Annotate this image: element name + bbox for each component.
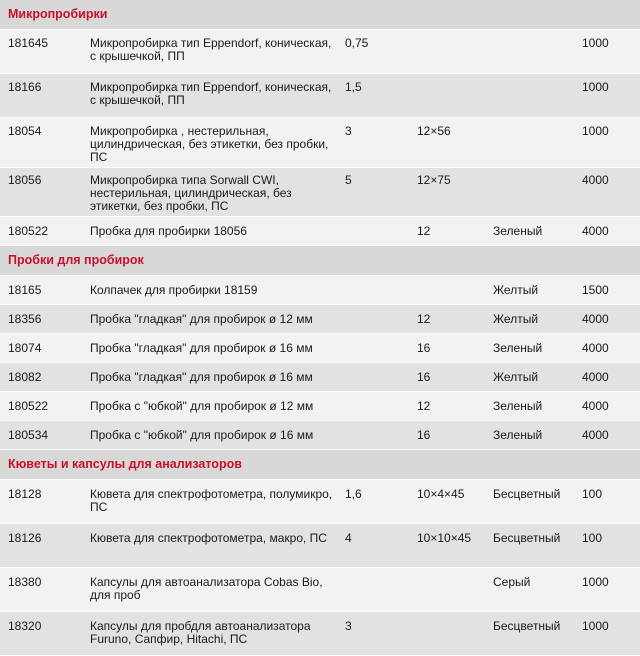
cell-color [485, 118, 574, 168]
section-header-stoppers [0, 246, 640, 276]
cell-size: 12 [409, 305, 485, 334]
table-row [0, 334, 640, 363]
cell-size: 12×75 [409, 168, 485, 217]
cell-name: Капсулы для пробдля автоанализатора Furuno, Сапфир, Hitachi, ПС [82, 612, 337, 656]
cell-qty: 1000 [574, 30, 640, 74]
cell-color: Желтый [485, 276, 574, 305]
cell-size [409, 612, 485, 656]
table-row [0, 421, 640, 450]
cell-code: 18356 [0, 305, 82, 334]
table-row [0, 276, 640, 305]
cell-qty: 4000 [574, 168, 640, 217]
cell-size: 12 [409, 392, 485, 421]
cell-color: Серый [485, 568, 574, 612]
cell-name: Пробка для пробирки 18056 [82, 217, 337, 246]
cell-volume: 0,75 [337, 30, 409, 74]
table-row [0, 30, 640, 74]
cell-color: Бесцветный [485, 612, 574, 656]
cell-size: 16 [409, 363, 485, 392]
cell-name: Пробка "гладкая" для пробирок ø 16 мм [82, 363, 337, 392]
table-row [0, 392, 640, 421]
cell-color: Зеленый [485, 217, 574, 246]
cell-code: 18074 [0, 334, 82, 363]
cell-color: Желтый [485, 363, 574, 392]
cell-name: Кювета для спектрофотометра, полумикро, ПС [82, 480, 337, 524]
cell-volume: 4 [337, 524, 409, 568]
section-header-cuvettes [0, 450, 640, 480]
cell-name: Пробка с "юбкой" для пробирок ø 12 мм [82, 392, 337, 421]
cell-color: Бесцветный [485, 524, 574, 568]
cell-volume [337, 392, 409, 421]
cell-name: Микропробирка тип Eppendorf, коническая, с крышечкой, ПП [82, 74, 337, 118]
cell-qty: 4000 [574, 421, 640, 450]
cell-color: Бесцветный [485, 480, 574, 524]
cell-name: Микропробирка тип Eppendorf, коническая, с крышечкой, ПП [82, 30, 337, 74]
cell-code: 18056 [0, 168, 82, 217]
cell-volume: 1,5 [337, 74, 409, 118]
cell-qty: 100 [574, 524, 640, 568]
section-header-microtubes [0, 0, 640, 30]
cell-size [409, 568, 485, 612]
cell-color: Зеленый [485, 392, 574, 421]
cell-color: Зеленый [485, 334, 574, 363]
cell-size [409, 276, 485, 305]
cell-volume: 3 [337, 118, 409, 168]
cell-qty: 1500 [574, 276, 640, 305]
cell-volume [337, 217, 409, 246]
cell-qty: 1000 [574, 568, 640, 612]
section-title: Пробки для пробирок [0, 246, 640, 276]
cell-volume [337, 305, 409, 334]
cell-volume [337, 334, 409, 363]
cell-name: Микропробирка , нестерильная, цилиндрическая, без этикетки, без пробки, ПС [82, 118, 337, 168]
table-row [0, 217, 640, 246]
table-row [0, 524, 640, 568]
cell-code: 181645 [0, 30, 82, 74]
cell-qty: 1000 [574, 118, 640, 168]
cell-code: 180522 [0, 392, 82, 421]
cell-code: 18082 [0, 363, 82, 392]
cell-qty: 100 [574, 480, 640, 524]
cell-code: 180534 [0, 421, 82, 450]
cell-size: 16 [409, 421, 485, 450]
cell-name: Пробка "гладкая" для пробирок ø 16 мм [82, 334, 337, 363]
cell-qty: 1000 [574, 612, 640, 656]
cell-code: 180522 [0, 217, 82, 246]
cell-code: 18128 [0, 480, 82, 524]
table-row [0, 612, 640, 656]
cell-color: Зеленый [485, 421, 574, 450]
cell-qty: 4000 [574, 334, 640, 363]
cell-size [409, 74, 485, 118]
table-row [0, 480, 640, 524]
cell-qty: 4000 [574, 392, 640, 421]
cell-size: 10×4×45 [409, 480, 485, 524]
cell-qty: 4000 [574, 363, 640, 392]
cell-name: Колпачек для пробирки 18159 [82, 276, 337, 305]
cell-size: 16 [409, 334, 485, 363]
cell-name: Пробка с "юбкой" для пробирок ø 16 мм [82, 421, 337, 450]
cell-qty: 4000 [574, 305, 640, 334]
cell-volume [337, 421, 409, 450]
cell-size [409, 30, 485, 74]
cell-qty: 4000 [574, 217, 640, 246]
cell-name: Микропробирка типа Sorwall CWI, нестерильная, цилиндрическая, без этикетки, без пробки, ПС [82, 168, 337, 217]
cell-color [485, 168, 574, 217]
cell-code: 18126 [0, 524, 82, 568]
cell-qty: 1000 [574, 74, 640, 118]
cell-size: 12×56 [409, 118, 485, 168]
cell-name: Капсулы для автоанализатора Cobas Bio, для проб [82, 568, 337, 612]
section-title: Микропробирки [0, 0, 640, 30]
table-row [0, 118, 640, 168]
cell-color [485, 30, 574, 74]
cell-name: Пробка "гладкая" для пробирок ø 12 мм [82, 305, 337, 334]
cell-color [485, 74, 574, 118]
cell-size: 10×10×45 [409, 524, 485, 568]
table-row [0, 74, 640, 118]
cell-code: 18380 [0, 568, 82, 612]
table-row [0, 568, 640, 612]
cell-name: Кювета для спектрофотометра, макро, ПС [82, 524, 337, 568]
cell-volume [337, 363, 409, 392]
cell-color: Желтый [485, 305, 574, 334]
table-row [0, 363, 640, 392]
section-title: Кюветы и капсулы для анализаторов [0, 450, 640, 480]
table-row [0, 305, 640, 334]
cell-volume: 5 [337, 168, 409, 217]
cell-volume [337, 568, 409, 612]
cell-volume [337, 276, 409, 305]
cell-volume: 1,6 [337, 480, 409, 524]
cell-code: 18165 [0, 276, 82, 305]
cell-volume: 3 [337, 612, 409, 656]
table-row [0, 168, 640, 217]
cell-code: 18166 [0, 74, 82, 118]
cell-size: 12 [409, 217, 485, 246]
cell-code: 18320 [0, 612, 82, 656]
cell-code: 18054 [0, 118, 82, 168]
